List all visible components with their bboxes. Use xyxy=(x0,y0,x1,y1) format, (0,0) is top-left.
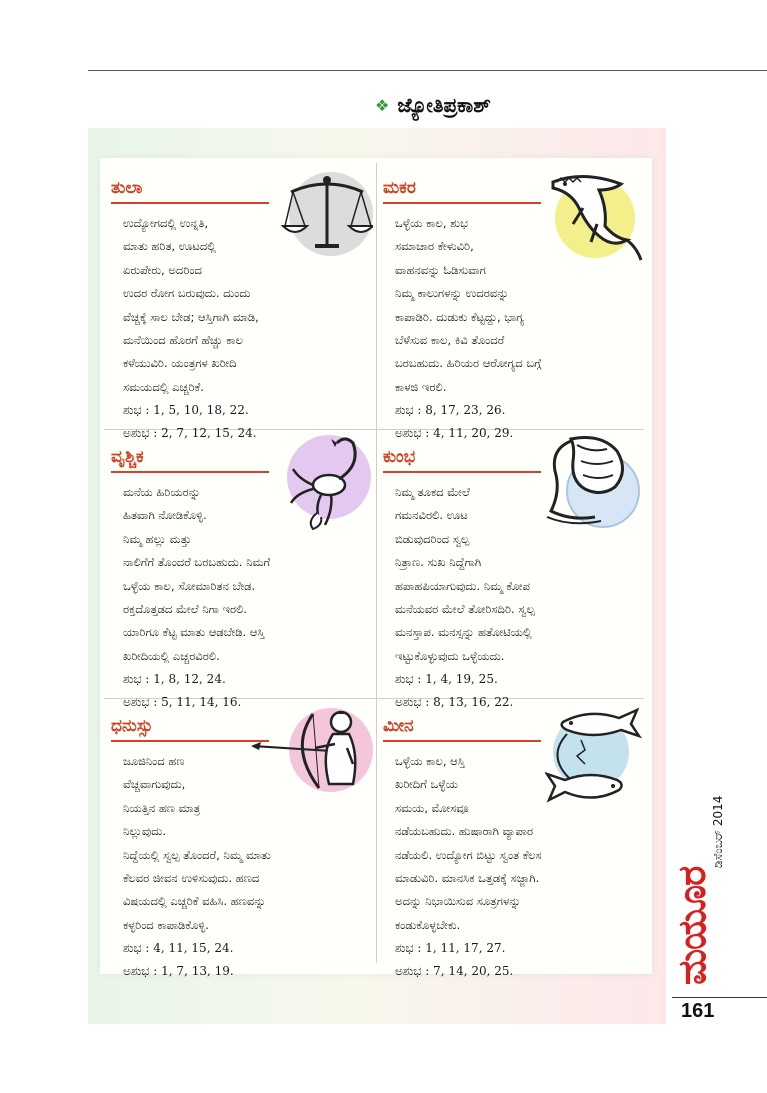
lucky-dates: ಶುಭ : 1, 5, 10, 18, 22. xyxy=(123,403,249,417)
prediction-line: ಒಳ್ಳೆಯ ಕಾಲ, ಸೋಮಾರಿತನ ಬೇಡ. xyxy=(123,578,256,593)
prediction-line: ಕಾಳಜಿ ಇರಲಿ. xyxy=(395,379,447,394)
prediction-line: ನಿಮ್ಮ ತೂಕದ ಮೇಲೆ xyxy=(395,485,470,499)
lucky-dates: ಶುಭ : 4, 11, 15, 24. xyxy=(123,941,234,955)
sign-underline xyxy=(383,740,541,742)
sign-prediction xyxy=(123,212,259,399)
prediction-line: ಯಾರಿಗೂ ಕೆಟ್ಟ ಮಾತು ಆಡಬೇಡಿ. ಆಸ್ತಿ xyxy=(123,625,265,640)
sign-makara xyxy=(383,178,649,440)
section-title: ಜ್ಯೋತಿಪ್ರಕಾಶ್ xyxy=(397,93,491,117)
sign-underline xyxy=(383,471,541,473)
prediction-line: ಮನೆಯಿಂದ ಹೊರಗೆ ಹೆಚ್ಚು ಕಾಲ xyxy=(123,333,243,348)
scales-icon xyxy=(281,170,373,262)
sign-name: ಮೀನ xyxy=(383,716,414,736)
sign-dhanussu xyxy=(111,716,377,978)
sign-prediction xyxy=(395,212,542,399)
prediction-line: ಕಂಡುಕೊಳ್ಳಬೇಕು. xyxy=(395,917,461,932)
prediction-line: ಸಮಾಚಾರ ಕೇಳುವಿರಿ, xyxy=(395,239,474,254)
prediction-line: ಬರಬಹುದು. ಹಿರಿಯರ ಆರೋಗ್ಯದ ಬಗ್ಗೆ xyxy=(395,356,542,371)
prediction-line: ಹಿತವಾಗಿ ನೋಡಿಕೊಳ್ಳಿ. xyxy=(123,508,207,523)
prediction-line: ಮನೆಯ ಹಿರಿಯರನ್ನು xyxy=(123,485,201,499)
unlucky-dates: ಅಶುಭ : 4, 11, 20, 29. xyxy=(395,426,514,440)
diamond-bullet-icon: ❖ xyxy=(375,95,390,115)
unlucky-dates: ಅಶುಭ : 7, 14, 20, 25. xyxy=(395,964,514,978)
prediction-line: ಉದರ ರೋಗ ಬರುವುದು. ದುಂದು xyxy=(123,286,251,301)
sign-meena xyxy=(383,716,649,978)
unlucky-dates: ಅಶುಭ : 5, 11, 14, 16. xyxy=(123,695,242,709)
prediction-line: ಅದನ್ನು ನಿಭಾಯಿಸುವ ಸೂತ್ರಗಳನ್ನು xyxy=(395,894,521,909)
sign-prediction xyxy=(395,481,535,668)
magazine-logo: ಮಯೂರ xyxy=(670,866,714,985)
prediction-line: ಸಮಯದಲ್ಲಿ ಎಚ್ಚರಿಕೆ. xyxy=(123,379,204,394)
page-number: 161 xyxy=(681,1000,715,1022)
sign-name: ವೃಶ್ಚಿಕ xyxy=(111,447,144,467)
sign-name: ತುಲಾ xyxy=(111,178,143,198)
prediction-line: ಸಮಯ, ಮೋಸವೂ xyxy=(395,800,469,815)
water-pot-icon xyxy=(541,431,641,531)
prediction-line: ನಿಲ್ಲುವುದು. xyxy=(123,824,166,839)
prediction-line: ಕಳೆಯುವಿರಿ. ಯಂತ್ರಗಳ ಖರೀದಿ xyxy=(123,356,237,371)
prediction-line: ಏರುಪೇರು, ಅದರಿಂದ xyxy=(123,262,202,277)
prediction-line: ಇಟ್ಟುಕೊಳ್ಳುವುದು ಒಳ್ಳೆಯದು. xyxy=(395,648,505,663)
top-rule xyxy=(88,70,767,71)
prediction-line: ಒಳ್ಳೆಯ ಕಾಲ, ಆಸ್ತಿ xyxy=(395,754,465,768)
prediction-line: ವಿಷಯದಲ್ಲಿ ಎಚ್ಚರಿಕೆ ವಹಿಸಿ. ಹಣವನ್ನು xyxy=(123,894,266,909)
prediction-line: ನಿಮ್ಮ ಕಾಲುಗಳನ್ನು ಉದರವನ್ನು xyxy=(395,286,509,301)
lucky-dates: ಶುಭ : 1, 11, 17, 27. xyxy=(395,941,506,955)
fish-icon xyxy=(545,706,645,806)
prediction-line: ನಿದ್ದೆಯಲ್ಲಿ ಸ್ವಲ್ಪ ತೊಂದರೆ, ನಿಮ್ಮ ಮಾತು xyxy=(123,847,271,862)
prediction-line: ಒಳ್ಳೆಯ ಕಾಲ, ಶುಭ xyxy=(395,216,468,230)
unlucky-dates: ಅಶುಭ : 1, 7, 13, 19. xyxy=(123,964,234,978)
crocodile-icon xyxy=(543,168,643,263)
lucky-dates: ಶುಭ : 1, 8, 12, 24. xyxy=(123,672,226,686)
issue-date: ಡಿಸೆಂಬರ್ 2014 xyxy=(711,795,725,868)
sign-underline xyxy=(383,202,541,204)
prediction-line: ನಾಲಿಗೆಗೆ ತೊಂದರೆ ಬರಬಹುದು. ನಿಮಗೆ xyxy=(123,555,271,570)
sign-underline xyxy=(111,202,269,204)
prediction-line: ರಕ್ತದೊತ್ತಡದ ಮೇಲೆ ನಿಗಾ ಇರಲಿ. xyxy=(123,602,248,617)
prediction-line: ಮಾಡುವಿರಿ. ಮಾನಸಿಕ ಒತ್ತಡಕ್ಕೆ ಸಜ್ಜಾಗಿ. xyxy=(395,871,540,886)
prediction-line: ಖರೀದಿಯಲ್ಲಿ ಎಚ್ಚರವಿರಲಿ. xyxy=(123,648,220,663)
sign-prediction xyxy=(395,750,542,937)
scorpion-icon xyxy=(281,433,371,533)
prediction-line: ನಡೆಯಬಹುದು. ಹುಷಾರಾಗಿ ವ್ಯಾಪಾರ xyxy=(395,824,534,839)
unlucky-dates: ಅಶುಭ : 2, 7, 12, 15, 24. xyxy=(123,426,257,440)
prediction-line: ವೆಚ್ಚವಾಗುವುದು, xyxy=(123,777,186,792)
prediction-line: ನಿಯತ್ತಿನ ಹಣ ಮಾತ್ರ xyxy=(123,800,201,815)
prediction-line: ಬೆಳೆಸುವ ಕಾಲ, ಕಿವಿ ತೊಂದರೆ xyxy=(395,333,505,348)
prediction-line: ಮನಸ್ತಾಪ. ಮನಸ್ಸನ್ನು ಹತೋಟಿಯಲ್ಲಿ xyxy=(395,625,532,640)
sign-vrishchika xyxy=(111,447,377,709)
sign-prediction xyxy=(123,750,271,937)
lucky-dates: ಶುಭ : 8, 17, 23, 26. xyxy=(395,403,506,417)
prediction-line: ಉದ್ಯೋಗದಲ್ಲಿ ಉನ್ನತಿ, xyxy=(123,216,209,230)
sign-underline xyxy=(111,471,269,473)
prediction-line: ಕಾಪಾಡಿರಿ. ದುಡುಕು ಕೆಟ್ಟದ್ದು, ಭಾಗ್ಯ xyxy=(395,309,524,324)
prediction-line: ವೆಚ್ಚಕ್ಕೆ ಸಾಲ ಬೇಡ; ಆಸ್ತಿಗಾಗಿ ಮಾಡಿ, xyxy=(123,309,259,324)
sign-kumbha xyxy=(383,447,649,709)
sign-tula xyxy=(111,178,377,440)
sign-name: ಮಕರ xyxy=(383,178,416,198)
prediction-line: ನಿಮ್ಮ ಹಲ್ಲು ಮತ್ತು xyxy=(123,531,192,546)
page-number-rule xyxy=(672,997,767,998)
sign-name: ಧನುಸ್ಸು xyxy=(111,716,153,736)
prediction-line: ವಾಹನವನ್ನು ಓಡಿಸುವಾಗ xyxy=(395,262,486,277)
prediction-line: ನಡೆಯಲಿ. ಉದ್ಯೋಗ ಬಿಟ್ಟು ಸ್ವಂತ ಕೆಲಸ xyxy=(395,847,542,862)
prediction-line: ಮಾತು ಹರಿತ, ಊಟದಲ್ಲಿ xyxy=(123,239,216,254)
prediction-line: ಜೂಜಿನಿಂದ ಹಣ xyxy=(123,754,185,768)
sign-name: ಕುಂಭ xyxy=(383,447,416,467)
unlucky-dates: ಅಶುಭ : 8, 13, 16, 22. xyxy=(395,695,514,709)
prediction-line: ಗಮನವಿರಲಿ. ಊಟ xyxy=(395,508,468,523)
prediction-line: ಹಪಾಹಪಿಯಾಗುವುದು. ನಿಮ್ಮ ಕೋಪ xyxy=(395,578,530,593)
sign-underline xyxy=(111,740,269,742)
lucky-dates: ಶುಭ : 1, 4, 19, 25. xyxy=(395,672,498,686)
prediction-line: ಕೆಲವರ ಜೀವನ ಉಳಿಸುವುದು. ಹಣದ xyxy=(123,871,260,886)
prediction-line: ಖರೀದಿಗೆ ಒಳ್ಳೆಯ xyxy=(395,777,458,792)
sign-prediction xyxy=(123,481,270,668)
prediction-line: ಬಿಡುವುದರಿಂದ ಸ್ವಲ್ಪ xyxy=(395,531,470,546)
prediction-line: ನಿತ್ರಾಣ. ಸುಖ ನಿದ್ದೆಗಾಗಿ xyxy=(395,555,482,570)
prediction-line: ಕಳ್ಳರಿಂದ ಕಾಪಾಡಿಕೊಳ್ಳಿ. xyxy=(123,917,209,932)
section-header xyxy=(375,93,491,117)
prediction-line: ಮನೆಯವರ ಮೇಲೆ ತೋರಿಸದಿರಿ. ಸ್ವಲ್ಪ xyxy=(395,602,535,617)
